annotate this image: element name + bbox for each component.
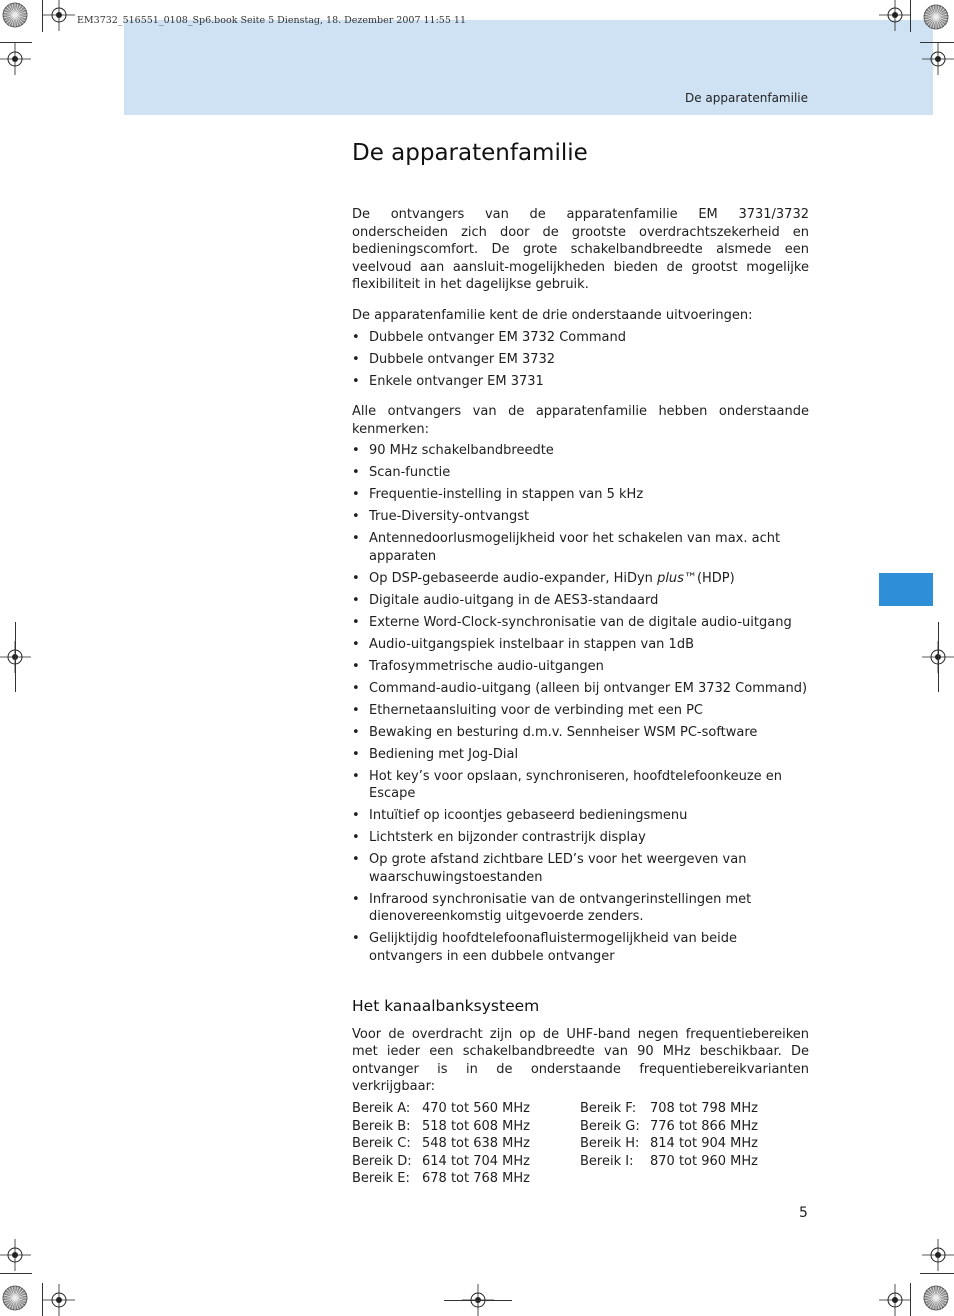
range-value: 614 tot 704 MHz xyxy=(422,1153,530,1169)
range-row xyxy=(352,1170,580,1188)
section-paragraph-kanaalbank: Voor de overdracht zijn op de UHF-band negen frequentiebereiken met ieder een schakelbandbreedte van 90 MHz beschikbaar. De ontvanger is in de onderstaande frequentiebereikvarianten verkrijgbaar: xyxy=(352,1026,809,1095)
list-item: • Bewaking en besturing d.m.v. Sennheiser WSM PC-software xyxy=(352,724,809,742)
page-title: De apparatenfamilie xyxy=(352,140,588,166)
range-label: Bereik G: xyxy=(580,1118,640,1134)
list-item: • Trafosymmetrische audio-uitgangen xyxy=(352,658,809,676)
list-item: • Dubbele ontvanger EM 3732 Command xyxy=(352,329,809,347)
range-value: 708 tot 798 MHz xyxy=(650,1100,758,1116)
crop-line xyxy=(910,0,911,32)
range-label: Bereik A: xyxy=(352,1100,411,1116)
range-row xyxy=(580,1153,809,1171)
list-item: • Op DSP-gebaseerde audio-expander, HiDyn plus™(HDP) xyxy=(352,570,809,588)
page-content xyxy=(352,138,809,1188)
list-item: • Bediening met Jog-Dial xyxy=(352,746,809,764)
list-item: • 90 MHz schakelbandbreedte xyxy=(352,442,809,460)
registration-mark-icon xyxy=(0,43,31,75)
range-value: 518 tot 608 MHz xyxy=(422,1118,530,1134)
range-column-left xyxy=(352,1100,580,1188)
range-label: Bereik E: xyxy=(352,1171,410,1187)
registration-mark-icon xyxy=(43,0,75,31)
crop-line xyxy=(42,1283,43,1316)
list-item: • Antennedoorlusmogelijkheid voor het schakelen van max. acht apparaten xyxy=(352,530,809,565)
range-label: Bereik I: xyxy=(580,1153,634,1169)
list-item: • Lichtsterk en bijzonder contrastrijk display xyxy=(352,829,809,847)
registration-mark-icon xyxy=(922,1239,954,1271)
crop-line xyxy=(920,42,954,43)
registration-mark-icon xyxy=(43,1284,75,1316)
list-item: • Frequentie-instelling in stappen van 5 kHz xyxy=(352,486,809,504)
chapter-tab xyxy=(879,573,933,606)
range-column-right xyxy=(580,1100,809,1188)
list-item: • Dubbele ontvanger EM 3732 xyxy=(352,351,809,369)
range-label: Bereik C: xyxy=(352,1136,411,1152)
color-target-icon xyxy=(2,1285,28,1311)
range-row xyxy=(580,1135,809,1153)
range-value: 470 tot 560 MHz xyxy=(422,1100,530,1116)
list-item: • Intuïtief op icoontjes gebaseerd bedieningsmenu xyxy=(352,807,809,825)
range-label: Bereik H: xyxy=(580,1136,640,1152)
list-item: • Audio-uitgangspiek instelbaar in stappen van 1dB xyxy=(352,636,809,654)
color-target-icon xyxy=(2,2,28,28)
range-value: 776 tot 866 MHz xyxy=(650,1118,758,1134)
range-value: 548 tot 638 MHz xyxy=(422,1136,530,1152)
crop-line xyxy=(938,622,939,692)
crop-line xyxy=(444,1300,512,1301)
list-item: • Infrarood synchronisatie van de ontvangerinstellingen met dienovereenkomstig uitgevoerde zenders. xyxy=(352,891,809,926)
crop-line xyxy=(42,0,43,32)
range-label: Bereik F: xyxy=(580,1100,637,1116)
range-row xyxy=(352,1100,580,1118)
crop-info-line: EM3732_516551_0108_Sp6.book Seite 5 Dienstag, 18. Dezember 2007 11:55 11 xyxy=(77,15,466,26)
range-value: 870 tot 960 MHz xyxy=(650,1153,758,1169)
list-item: • Digitale audio-uitgang in de AES3-standaard xyxy=(352,592,809,610)
color-target-icon xyxy=(923,1285,949,1311)
range-row xyxy=(352,1135,580,1153)
list-item: • Enkele ontvanger EM 3731 xyxy=(352,373,809,391)
range-row xyxy=(352,1118,580,1136)
color-target-icon xyxy=(923,4,949,30)
list-item: • Command-audio-uitgang (alleen bij ontvanger EM 3732 Command) xyxy=(352,680,809,698)
list-item: • Scan-functie xyxy=(352,464,809,482)
range-row xyxy=(580,1118,809,1136)
crop-line xyxy=(920,1273,954,1274)
registration-mark-icon xyxy=(0,1239,31,1271)
features-intro: Alle ontvangers van de apparatenfamilie hebben onderstaande kenmerken: xyxy=(352,404,809,437)
list-item: • Gelijktijdig hoofdtelefoonafluistermogelijkheid van beide ontvangers in een dubbele ontvanger xyxy=(352,930,809,965)
frequency-range-table xyxy=(352,1100,809,1188)
list-item: • Op grote afstand zichtbare LED’s voor het weergeven van waarschuwingstoestanden xyxy=(352,851,809,886)
crop-line xyxy=(15,622,16,692)
running-head: De apparatenfamilie xyxy=(684,91,808,105)
crop-line xyxy=(0,1273,32,1274)
list-item: • Ethernetaansluiting voor de verbinding met een PC xyxy=(352,702,809,720)
range-row xyxy=(352,1153,580,1171)
header-band xyxy=(124,20,933,115)
list-item: • Hot key’s voor opslaan, synchroniseren, hoofdtelefoonkeuze en Escape xyxy=(352,768,809,803)
registration-mark-icon xyxy=(922,43,954,75)
range-row xyxy=(580,1100,809,1118)
models-list xyxy=(352,329,809,391)
section-title-kanaalbank: Het kanaalbanksysteem xyxy=(352,996,540,1015)
range-value: 814 tot 904 MHz xyxy=(650,1136,758,1152)
features-list xyxy=(352,442,809,965)
registration-mark-icon xyxy=(879,0,911,31)
range-label: Bereik D: xyxy=(352,1153,412,1169)
intro-paragraph: De ontvangers van de apparatenfamilie EM 3731/3732 onderscheiden zich door de grootste overdrachtszekerheid en bedieningscomfort. De grote schakelbandbreedte alsmede een veelvoud aan aansluit-mogelijkheden bieden de grootst mogelijke flexibiliteit in het dagelijkse gebruik. xyxy=(352,207,809,293)
page-number: 5 xyxy=(799,1205,808,1221)
models-intro: De apparatenfamilie kent de drie onderstaande uitvoeringen: xyxy=(352,307,753,323)
list-item: • Externe Word-Clock-synchronisatie van de digitale audio-uitgang xyxy=(352,614,809,632)
list-item: • True-Diversity-ontvangst xyxy=(352,508,809,526)
range-label: Bereik B: xyxy=(352,1118,411,1134)
registration-mark-icon xyxy=(879,1284,911,1316)
range-value: 678 tot 768 MHz xyxy=(422,1171,530,1187)
crop-line xyxy=(0,42,32,43)
crop-line xyxy=(910,1283,911,1316)
